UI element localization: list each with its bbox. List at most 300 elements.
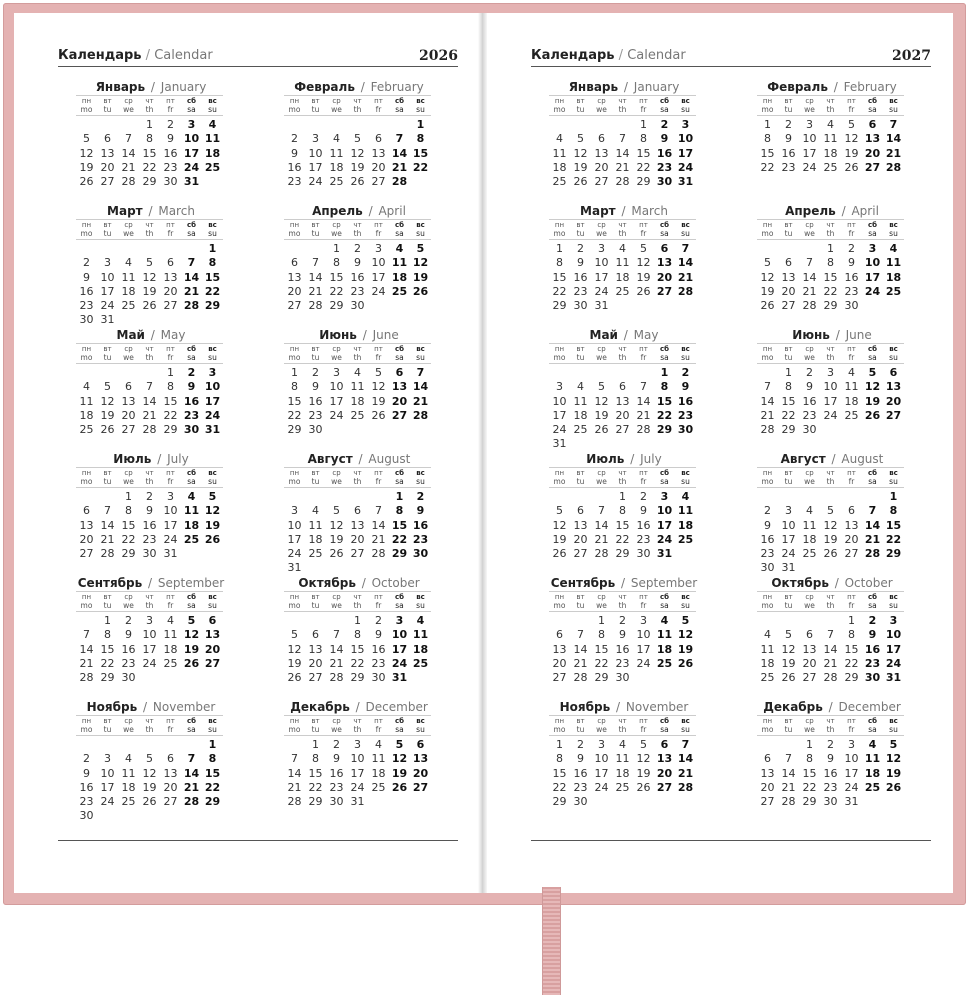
weekday-header-ru: сб: [654, 467, 675, 477]
weekday-header-ru: ср: [326, 467, 347, 477]
day-cell: 4: [167, 614, 174, 627]
day-cell: 12: [636, 752, 651, 766]
day-cell: 3: [681, 118, 690, 131]
weekday-header-ru: вт: [570, 343, 591, 353]
weekday-header-ru: сб: [654, 715, 675, 725]
day-cell: 27: [204, 656, 221, 670]
day-cell: 23: [308, 408, 323, 422]
empty-day: [778, 490, 799, 504]
day-cell: 29: [329, 299, 344, 313]
weekday-header-en: su: [675, 105, 696, 116]
weekday-header-ru: вт: [570, 715, 591, 725]
day-cell: 24: [329, 408, 344, 422]
weekday-header-ru: пн: [757, 343, 778, 353]
day-cell: 4: [848, 366, 855, 379]
day-cell: 31: [885, 671, 902, 685]
day-cell: 22: [350, 656, 365, 670]
day-cell: 18: [329, 160, 344, 174]
day-cell: 21: [781, 780, 796, 794]
empty-day: [118, 738, 139, 752]
weekday-header-en: we: [326, 105, 347, 116]
day-cell: 6: [312, 628, 319, 642]
day-cell: 15: [100, 642, 115, 656]
month-april: [278, 203, 440, 313]
day-cell: 27: [79, 547, 94, 561]
empty-day: [591, 118, 612, 132]
day-grid: [549, 95, 705, 189]
day-cell: 11: [412, 628, 429, 642]
weekday-header-en: we: [118, 477, 139, 488]
weekday-header-ru: вт: [570, 95, 591, 105]
weekday-header-en: th: [139, 353, 160, 364]
day-cell: 17: [308, 160, 323, 174]
day-cell: 1: [312, 738, 319, 751]
day-cell: 6: [806, 628, 813, 642]
month-june: [278, 327, 440, 437]
day-cell: 13: [371, 146, 386, 160]
day-cell: 14: [121, 146, 136, 160]
day-cell: 27: [781, 299, 796, 313]
day-cell: 8: [556, 752, 563, 766]
weekday-header-en: su: [883, 725, 904, 736]
day-cell: 3: [187, 118, 196, 131]
month-name-separator: /: [841, 204, 846, 218]
weekday-header-ru: сб: [389, 343, 410, 353]
day-cell: 21: [760, 408, 775, 422]
day-cell: 1: [764, 118, 771, 131]
day-cell: 28: [677, 780, 694, 794]
day-cell: 9: [354, 256, 361, 270]
weekday-header-ru: вс: [883, 591, 904, 601]
weekday-header-en: th: [347, 353, 368, 364]
month-june: [751, 327, 913, 437]
weekday-header-en: th: [612, 725, 633, 736]
day-cell: 15: [844, 642, 859, 656]
day-cell: 4: [125, 752, 132, 766]
month-name-separator: /: [157, 452, 162, 466]
day-cell: 5: [681, 614, 690, 627]
day-cell: 5: [868, 366, 877, 379]
month-title: [278, 699, 440, 715]
day-cell: 3: [848, 738, 855, 751]
day-cell: 8: [291, 380, 298, 394]
empty-day: [549, 490, 570, 504]
day-cell: 1: [208, 242, 217, 255]
weekday-header-en: th: [612, 105, 633, 116]
day-cell: 8: [416, 132, 425, 146]
weekday-header-en: mo: [757, 601, 778, 612]
weekday-header-ru: вс: [202, 95, 223, 105]
day-cell: 5: [640, 242, 647, 255]
page-title: [531, 48, 686, 63]
day-cell: 15: [615, 518, 630, 532]
day-cell: 23: [350, 284, 365, 298]
day-cell: 20: [371, 160, 386, 174]
weekday-header-en: we: [118, 229, 139, 240]
day-cell: 11: [183, 504, 200, 518]
weekday-header-ru: ср: [799, 95, 820, 105]
month-title: [70, 451, 232, 467]
day-cell: 4: [577, 380, 584, 394]
empty-day: [549, 614, 570, 628]
month-february: [751, 79, 913, 175]
day-cell: 22: [656, 408, 673, 422]
weekday-header-ru: вс: [202, 343, 223, 353]
month-name-ru: Август: [780, 452, 826, 466]
day-cell: 17: [802, 146, 817, 160]
month-january: [543, 79, 705, 189]
day-cell: 11: [823, 132, 838, 146]
day-cell: 25: [350, 408, 365, 422]
month-name-ru: Июль: [113, 452, 152, 466]
day-cell: 12: [573, 146, 588, 160]
day-cell: 7: [375, 504, 382, 518]
weekday-header-en: su: [410, 353, 431, 364]
day-cell: 29: [552, 795, 567, 809]
day-cell: 24: [100, 299, 115, 313]
day-cell: 8: [889, 504, 898, 518]
day-cell: 31: [350, 795, 365, 809]
day-cell: 9: [764, 518, 771, 532]
day-cell: 11: [844, 380, 859, 394]
day-cell: 17: [552, 408, 567, 422]
day-cell: 22: [885, 532, 902, 546]
day-cell: 16: [371, 642, 386, 656]
day-cell: 15: [594, 642, 609, 656]
day-cell: 2: [83, 256, 90, 270]
day-cell: 11: [760, 642, 775, 656]
day-cell: 21: [573, 656, 588, 670]
day-cell: 21: [636, 408, 651, 422]
day-cell: 25: [615, 284, 630, 298]
weekday-header-en: fr: [841, 353, 862, 364]
day-cell: 4: [187, 490, 196, 503]
empty-day: [757, 366, 778, 380]
day-cell: 23: [412, 532, 429, 546]
day-cell: 12: [142, 270, 157, 284]
month-title: [70, 203, 232, 219]
month-name-en: December: [365, 700, 428, 714]
month-name-en: January: [633, 80, 680, 94]
month-december: [751, 699, 913, 809]
day-cell: 25: [121, 795, 136, 809]
day-grid: [284, 591, 440, 685]
day-cell: 15: [802, 766, 817, 780]
day-cell: 25: [204, 160, 221, 174]
day-cell: 16: [287, 160, 302, 174]
day-cell: 26: [350, 175, 365, 189]
day-cell: 17: [864, 270, 881, 284]
month-name-separator: /: [630, 452, 635, 466]
day-cell: 25: [412, 656, 429, 670]
day-cell: 12: [636, 256, 651, 270]
day-cell: 3: [660, 490, 669, 503]
day-cell: 21: [287, 780, 302, 794]
day-cell: 15: [412, 146, 429, 160]
day-cell: 29: [308, 795, 323, 809]
day-cell: 2: [83, 752, 90, 766]
day-cell: 22: [142, 160, 157, 174]
weekday-header-en: th: [820, 353, 841, 364]
month-name-en: August: [368, 452, 411, 466]
day-cell: 15: [204, 270, 221, 284]
day-cell: 19: [823, 532, 838, 546]
day-cell: 10: [677, 132, 694, 146]
day-cell: 29: [121, 547, 136, 561]
weekday-header-en: we: [799, 353, 820, 364]
empty-day: [181, 738, 202, 752]
day-cell: 1: [827, 242, 834, 255]
day-cell: 21: [677, 270, 694, 284]
month-april: [751, 203, 913, 313]
weekday-header-en: mo: [757, 725, 778, 736]
day-cell: 5: [291, 628, 298, 642]
weekday-header-ru: пн: [284, 219, 305, 229]
day-cell: 6: [395, 366, 404, 379]
weekday-header-ru: вт: [305, 343, 326, 353]
weekday-header-en: mo: [284, 601, 305, 612]
bookmark-ribbon[interactable]: [542, 887, 561, 995]
month-january: [70, 79, 232, 189]
weekday-header-en: we: [591, 601, 612, 612]
weekday-header-en: mo: [76, 353, 97, 364]
day-cell: 9: [806, 380, 813, 394]
month-name-separator: /: [834, 576, 839, 590]
day-cell: 26: [552, 547, 567, 561]
weekday-header-ru: вс: [675, 591, 696, 601]
empty-day: [326, 614, 347, 628]
day-cell: 20: [121, 408, 136, 422]
weekday-header-ru: ср: [118, 343, 139, 353]
day-cell: 5: [187, 614, 196, 627]
day-cell: 24: [100, 795, 115, 809]
day-cell: 12: [100, 394, 115, 408]
day-cell: 18: [121, 780, 136, 794]
day-cell: 4: [806, 504, 813, 518]
day-cell: 10: [204, 380, 221, 394]
day-cell: 26: [636, 780, 651, 794]
title-ru: Календарь: [58, 48, 142, 63]
day-cell: 9: [681, 380, 690, 394]
weekday-header-en: mo: [757, 105, 778, 116]
weekday-header-en: sa: [181, 725, 202, 736]
empty-day: [76, 118, 97, 132]
day-cell: 17: [594, 270, 609, 284]
day-cell: 14: [594, 518, 609, 532]
day-cell: 20: [573, 532, 588, 546]
day-cell: 10: [636, 628, 651, 642]
day-cell: 30: [760, 561, 775, 575]
day-cell: 2: [187, 366, 196, 379]
title-en: Calendar: [154, 48, 213, 63]
weekday-header-en: mo: [757, 229, 778, 240]
day-cell: 6: [375, 132, 382, 146]
day-grid: [757, 343, 913, 437]
weekday-header-en: sa: [654, 725, 675, 736]
month-title: [278, 327, 440, 343]
weekday-header-en: tu: [97, 229, 118, 240]
empty-day: [612, 118, 633, 132]
day-cell: 5: [785, 628, 792, 642]
month-name-en: November: [152, 700, 216, 714]
weekday-header-en: sa: [862, 725, 883, 736]
weekday-header-en: we: [591, 725, 612, 736]
day-cell: 10: [885, 628, 902, 642]
day-cell: 30: [844, 299, 859, 313]
day-cell: 9: [312, 380, 319, 394]
day-cell: 20: [79, 532, 94, 546]
weekday-header-en: we: [118, 353, 139, 364]
weekday-header-en: mo: [757, 353, 778, 364]
day-cell: 11: [573, 394, 588, 408]
day-grid: [76, 219, 232, 328]
empty-day: [97, 366, 118, 380]
left-page: [14, 13, 480, 893]
day-cell: 31: [656, 547, 673, 561]
day-cell: 23: [79, 795, 94, 809]
weekday-header-en: mo: [549, 105, 570, 116]
day-cell: 12: [350, 146, 365, 160]
weekday-header-en: su: [883, 229, 904, 240]
day-cell: 11: [656, 628, 673, 642]
day-cell: 11: [204, 132, 221, 146]
weekday-header-ru: пт: [368, 343, 389, 353]
weekday-header-en: fr: [160, 353, 181, 364]
empty-day: [799, 614, 820, 628]
weekday-header-ru: вс: [675, 467, 696, 477]
month-name-ru: Апрель: [312, 204, 363, 218]
day-cell: 24: [636, 656, 651, 670]
weekday-header-en: fr: [633, 105, 654, 116]
day-cell: 30: [864, 671, 881, 685]
day-cell: 21: [885, 146, 902, 160]
month-name-en: May: [633, 328, 659, 342]
weekday-header-ru: чт: [139, 95, 160, 105]
day-cell: 21: [79, 656, 94, 670]
day-cell: 10: [594, 256, 609, 270]
weekday-header-ru: пт: [160, 467, 181, 477]
day-cell: 31: [391, 671, 408, 685]
day-cell: 15: [350, 642, 365, 656]
day-cell: 16: [329, 766, 344, 780]
weekday-header-ru: пт: [368, 467, 389, 477]
month-may: [543, 327, 705, 452]
day-cell: 11: [121, 766, 136, 780]
day-cell: 24: [142, 656, 157, 670]
weekday-header-ru: сб: [654, 219, 675, 229]
day-cell: 8: [660, 380, 669, 394]
day-cell: 14: [573, 642, 588, 656]
month-august: [751, 451, 913, 576]
empty-day: [139, 242, 160, 256]
day-cell: 14: [412, 380, 429, 394]
day-cell: 9: [167, 132, 174, 146]
day-cell: 19: [781, 656, 796, 670]
day-cell: 16: [121, 642, 136, 656]
day-cell: 4: [375, 738, 382, 751]
month-name-en: March: [631, 204, 668, 218]
day-cell: 18: [412, 642, 429, 656]
month-name-ru: Июнь: [792, 328, 830, 342]
weekday-header-en: th: [347, 601, 368, 612]
day-cell: 3: [354, 738, 361, 751]
day-cell: 30: [121, 671, 136, 685]
weekday-header-en: fr: [368, 601, 389, 612]
day-cell: 31: [183, 175, 200, 189]
weekday-header-en: sa: [654, 353, 675, 364]
day-cell: 21: [391, 160, 408, 174]
day-cell: 19: [594, 408, 609, 422]
day-cell: 13: [573, 518, 588, 532]
weekday-header-ru: пт: [633, 591, 654, 601]
month-name-ru: Июль: [586, 452, 625, 466]
day-cell: 14: [371, 518, 386, 532]
weekday-header-en: sa: [654, 477, 675, 488]
day-cell: 16: [844, 270, 859, 284]
day-cell: 22: [100, 656, 115, 670]
day-cell: 14: [308, 270, 323, 284]
day-cell: 27: [802, 671, 817, 685]
day-cell: 17: [636, 642, 651, 656]
day-cell: 4: [125, 256, 132, 270]
day-cell: 30: [308, 423, 323, 437]
day-cell: 18: [79, 408, 94, 422]
weekday-header-en: mo: [76, 229, 97, 240]
month-name-separator: /: [355, 700, 360, 714]
day-cell: 12: [844, 132, 859, 146]
day-cell: 15: [552, 766, 567, 780]
weekday-header-en: fr: [633, 477, 654, 488]
weekday-header-ru: чт: [612, 715, 633, 725]
day-cell: 20: [885, 394, 902, 408]
day-cell: 9: [660, 132, 669, 146]
weekday-header-en: fr: [633, 353, 654, 364]
day-cell: 7: [619, 132, 626, 146]
weekday-header-ru: пт: [368, 715, 389, 725]
weekday-header-en: mo: [76, 601, 97, 612]
empty-day: [284, 242, 305, 256]
day-cell: 9: [619, 628, 626, 642]
day-cell: 26: [594, 423, 609, 437]
day-cell: 6: [764, 752, 771, 766]
day-cell: 1: [333, 242, 340, 255]
day-cell: 26: [823, 547, 838, 561]
day-cell: 26: [329, 547, 344, 561]
day-cell: 14: [329, 642, 344, 656]
empty-day: [284, 738, 305, 752]
weekday-header-en: th: [139, 229, 160, 240]
month-name-en: March: [158, 204, 195, 218]
day-cell: 3: [868, 242, 877, 255]
day-cell: 29: [615, 547, 630, 561]
weekday-header-ru: вс: [410, 467, 431, 477]
day-cell: 6: [167, 256, 174, 270]
day-grid: [284, 95, 440, 189]
day-cell: 1: [640, 118, 647, 131]
day-cell: 10: [183, 132, 200, 146]
day-cell: 16: [760, 532, 775, 546]
weekday-header-en: tu: [778, 477, 799, 488]
day-cell: 8: [354, 628, 361, 642]
weekday-header-ru: чт: [612, 95, 633, 105]
empty-day: [389, 118, 410, 132]
day-cell: 17: [885, 642, 902, 656]
month-name-en: August: [841, 452, 884, 466]
day-cell: 29: [594, 671, 609, 685]
day-cell: 10: [308, 146, 323, 160]
day-cell: 18: [677, 518, 694, 532]
day-cell: 19: [350, 160, 365, 174]
